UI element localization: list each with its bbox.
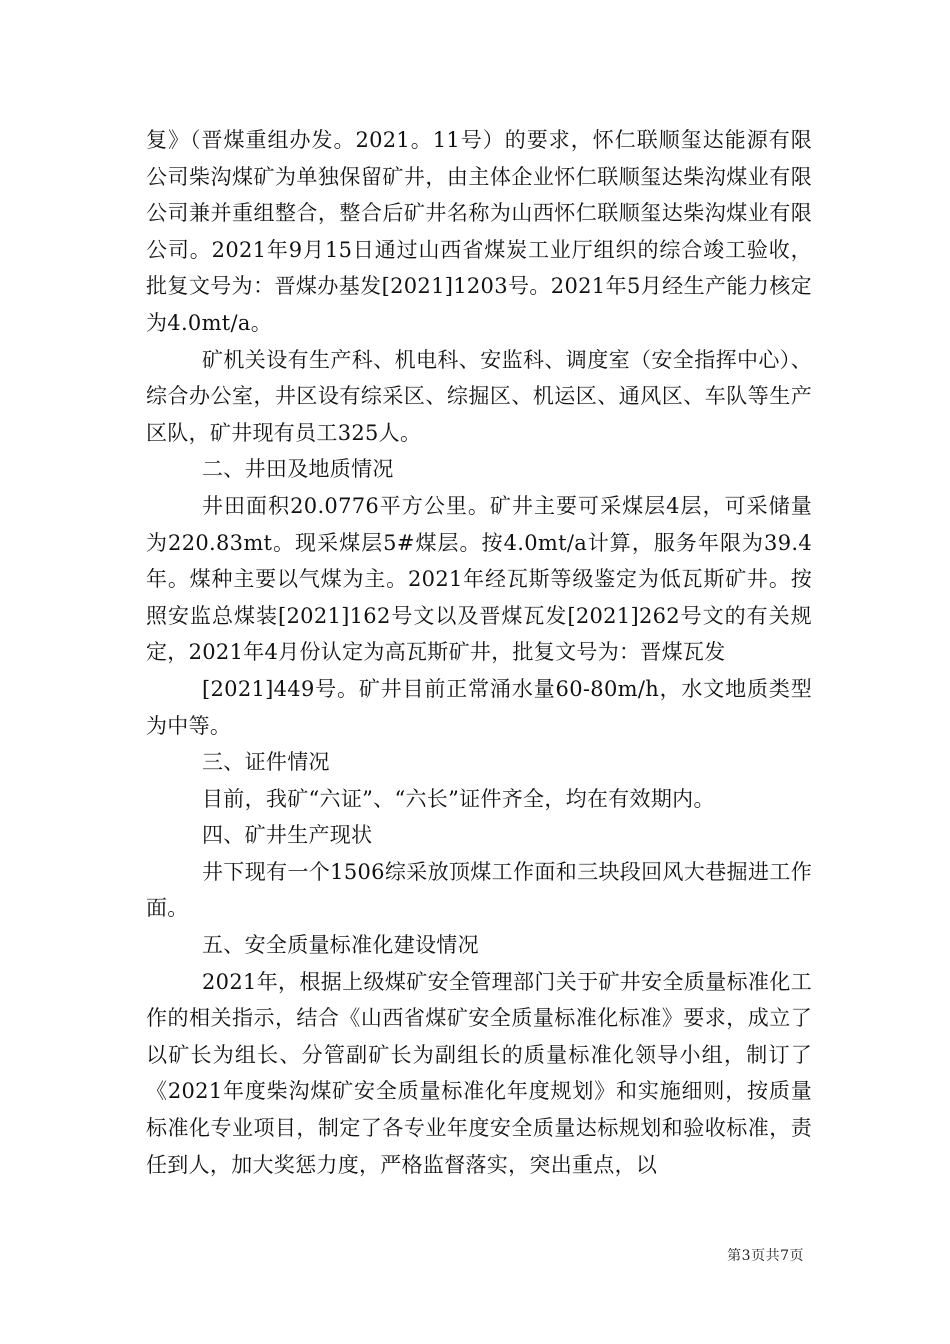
paragraph-quality-standardization: 2021年，根据上级煤矿安全管理部门关于矿井安全质量标准化工作的相关指示，结合《山西省煤矿安全质量标准化标准》要求，成立了以矿长为组长、分管副矿长为副组长的质量标准化领导小组，制订了《2021年度柴沟煤矿安全质量标准化年度规划》和实施细则，按质量标准化专业项目，制定了各专业年度安全质量达标规划和验收标准，责任到人，加大奖惩力度，严格监督落实，突出重点，以 <box>146 969 812 1177</box>
paragraph-approval-continuation: 复》（晋煤重组办发。2021。11号）的要求，怀仁联顺玺达能源有限公司柴沟煤矿为单独保留矿井，由主体企业怀仁联顺玺达柴沟煤业有限公司兼并重组整合，整合后矿井名称为山西怀仁联顺玺达柴沟煤业有限公司。2021年9月15日通过山西省煤炭工业厅组织的综合竣工验收，批复文号为：晋煤办基发[2021]1203号。2021年5月经生产能力核定为4.0mt/a。 <box>146 128 812 335</box>
paragraph-geology: 井田面积20.0776平方公里。矿井主要可采煤层4层，可采储量为220.83mt。现采煤层5#煤层。按4.0mt/a计算，服务年限为39.4年。煤种主要以气煤为主。2021年经瓦斯等级鉴定为低瓦斯矿井。按照安监总煤装[2021]162号文以及晋煤瓦发[2021]262号文的有关规定，2021年4月份认定为高瓦斯矿井，批复文号为：晋煤瓦发 <box>146 493 812 665</box>
heading-certificates: 三、证件情况 <box>202 750 330 775</box>
paragraph-hydrology: [2021]449号。矿井目前正常涌水量60-80m/h，水文地质类型为中等。 <box>146 676 812 738</box>
page-number: 第3页共7页 <box>727 1248 804 1264</box>
heading-geology: 二、井田及地质情况 <box>202 457 394 482</box>
paragraph-organization: 矿机关设有生产科、机电科、安监科、调度室（安全指挥中心）、综合办公室，井区设有综采区、综掘区、机运区、通风区、车队等生产区队，矿井现有员工325人。 <box>146 347 812 445</box>
paragraph-certificates: 目前，我矿“六证”、“六长”证件齐全，均在有效期内。 <box>202 786 715 811</box>
heading-quality-standardization: 五、安全质量标准化建设情况 <box>202 933 479 958</box>
document-body <box>146 122 812 1183</box>
paragraph-production-status: 井下现有一个1506综采放顶煤工作面和三块段回风大巷掘进工作面。 <box>146 859 812 921</box>
heading-production-status: 四、矿井生产现状 <box>202 823 373 848</box>
